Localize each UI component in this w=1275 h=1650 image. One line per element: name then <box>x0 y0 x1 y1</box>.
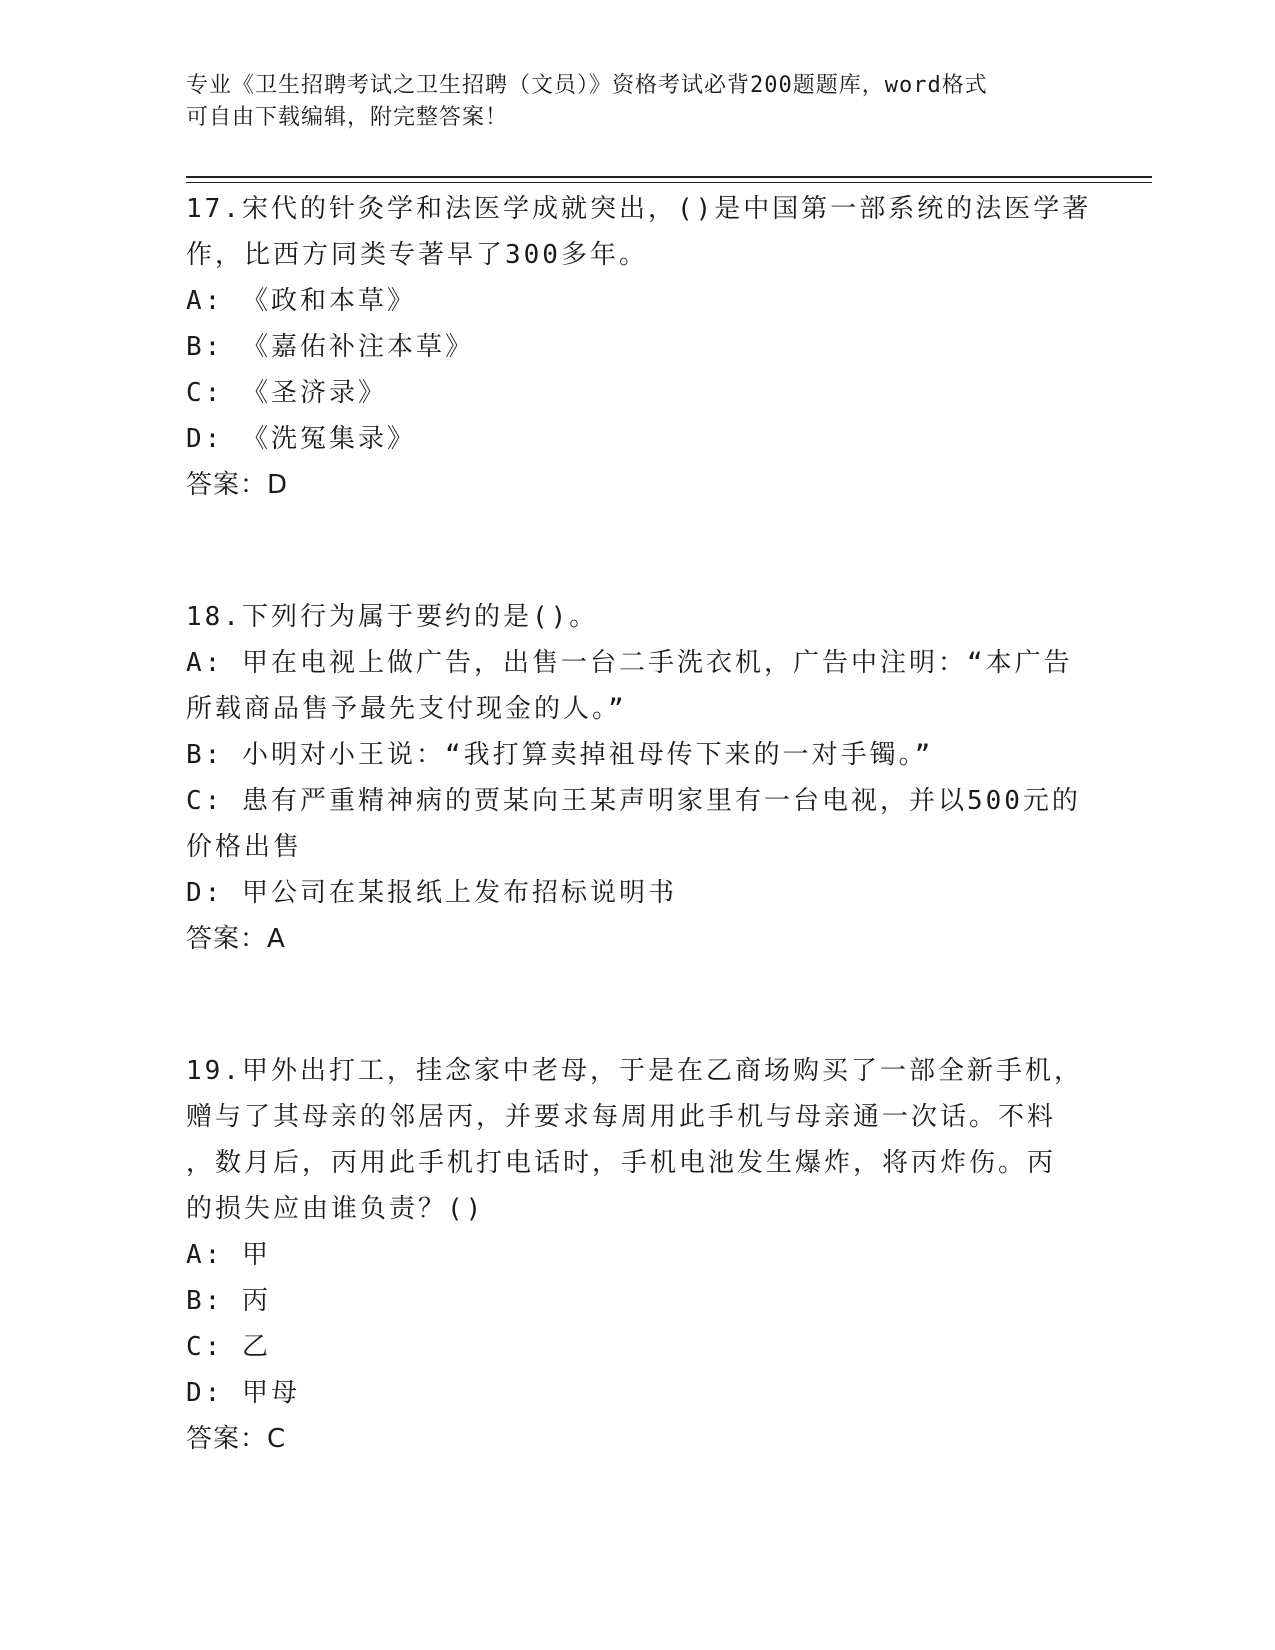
question-text: 17.宋代的针灸学和法医学成就突出，()是中国第一部系统的法医学著 <box>186 194 1092 224</box>
answer: 答案：D <box>186 470 289 500</box>
option-d: D: 甲公司在某报纸上发布招标说明书 <box>186 878 677 908</box>
header-divider <box>186 176 1152 178</box>
option-c-continued: 价格出售 <box>186 832 303 862</box>
question-text: 19.甲外出打工，挂念家中老母，于是在乙商场购买了一部全新手机， <box>186 1056 1083 1086</box>
header-divider-thin <box>186 182 1152 183</box>
option-d: D: 《洗冤集录》 <box>186 424 416 454</box>
question-text: 的损失应由谁负责？() <box>186 1194 485 1224</box>
question-text: 作，比西方同类专著早了300多年。 <box>186 240 648 270</box>
question-17 <box>186 186 1092 508</box>
option-b: B: 《嘉佑补注本草》 <box>186 332 474 362</box>
document-header <box>186 70 1066 134</box>
option-a-continued: 所载商品售予最先支付现金的人。” <box>186 694 627 724</box>
answer: 答案：C <box>186 1424 287 1454</box>
option-b: B: 小明对小王说：“我打算卖掉祖母传下来的一对手镯。” <box>186 740 934 770</box>
spacer <box>186 962 1086 1048</box>
option-b: B: 丙 <box>186 1286 271 1316</box>
option-c: C: 患有严重精神病的贾某向王某声明家里有一台电视，并以500元的 <box>186 786 1081 816</box>
option-a: A: 甲 <box>186 1240 271 1270</box>
question-list <box>186 186 1092 1462</box>
option-c: C: 乙 <box>186 1332 271 1362</box>
spacer <box>186 508 1086 594</box>
header-line: 可自由下载编辑，附完整答案！ <box>186 105 509 130</box>
option-c: C: 《圣济录》 <box>186 378 387 408</box>
option-a: A: 甲在电视上做广告，出售一台二手洗衣机，广告中注明：“本广告 <box>186 648 1073 678</box>
question-text: ，数月后，丙用此手机打电话时，手机电池发生爆炸，将丙炸伤。丙 <box>186 1148 1057 1178</box>
option-d: D: 甲母 <box>186 1378 300 1408</box>
header-line: 专业《卫生招聘考试之卫生招聘（文员）》资格考试必背200题题库，word格式 <box>186 73 988 98</box>
question-19 <box>186 1048 1086 1462</box>
question-18 <box>186 594 1086 962</box>
question-text: 赠与了其母亲的邻居丙，并要求每周用此手机与母亲通一次话。不料 <box>186 1102 1057 1132</box>
option-a: A: 《政和本草》 <box>186 286 416 316</box>
question-text: 18.下列行为属于要约的是()。 <box>186 602 599 632</box>
answer: 答案：A <box>186 924 286 954</box>
